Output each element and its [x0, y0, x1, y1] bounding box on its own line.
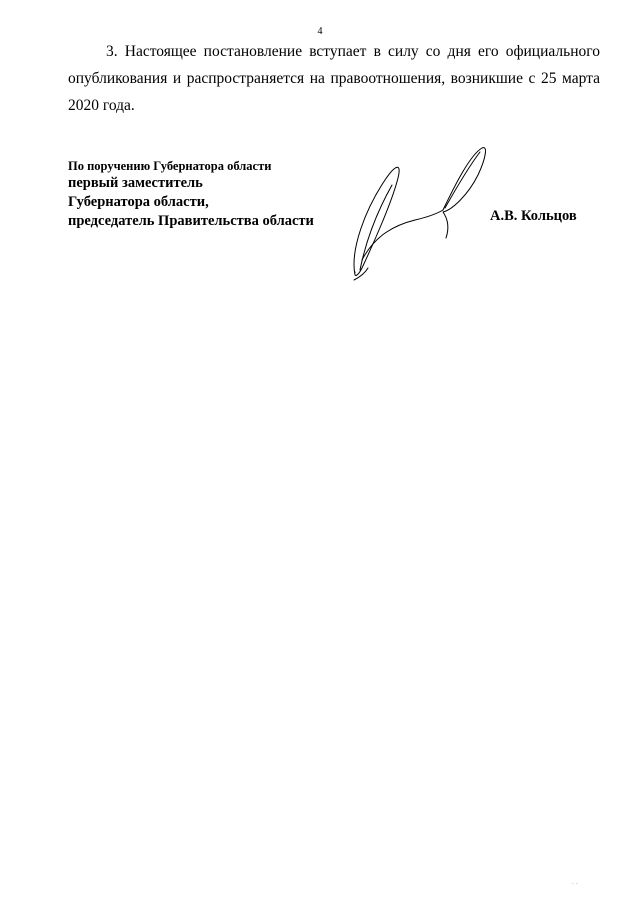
scan-mark: · · [572, 881, 578, 888]
signer-authority-line: По поручению Губернатора области [68, 159, 272, 173]
signer-name: А.В. Кольцов [490, 208, 577, 224]
handwritten-signature [340, 140, 490, 285]
page-number: 4 [317, 26, 323, 37]
body-paragraph: 3. Настоящее постановление вступает в силу со дня его официального опубликования и распространяется на правоотношения, возникшие с 25 марта 2020 года. [68, 43, 600, 114]
signer-position-line-1: первый заместитель [68, 175, 203, 191]
signature-block [68, 158, 314, 231]
signer-position-line-2: Губернатора области, [68, 194, 209, 210]
signer-position-line-3: председатель Правительства области [68, 213, 314, 229]
